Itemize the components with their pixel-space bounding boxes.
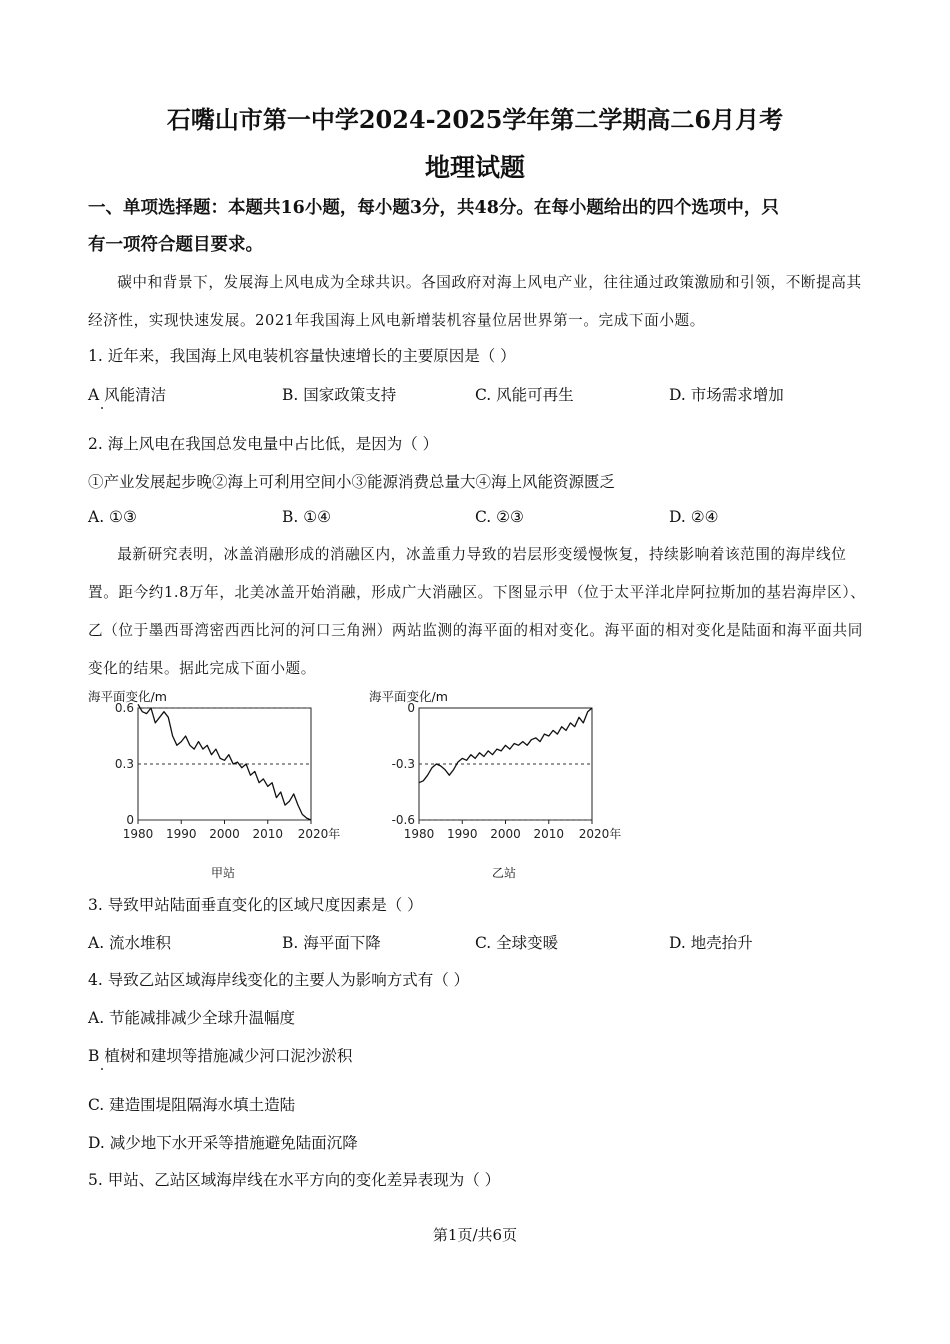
chart-yi-y-tick-label: -0.6 [391,813,415,827]
question-3-option-a: A. 流水堆积 [88,934,172,952]
chart-jia-series-line [138,704,311,820]
chart-yi-svg [369,700,639,860]
chart-yi [369,700,639,860]
question-4-option-d: D. 减少地下水开采等措施避免陆面沉降 [88,1134,358,1152]
chart-yi-x-tick-label: 2000 [490,827,521,841]
question-5-stem: 5. 甲站、乙站区域海岸线在水平方向的变化差异表现为（ ） [88,1171,501,1189]
dot-mark [101,407,103,409]
question-1-stem: 1. 近年来，我国海上风电装机容量快速增长的主要原因是（ ） [88,347,516,365]
chart-jia-y-tick-label: 0.3 [114,757,134,771]
chart-jia-svg [88,700,358,860]
chart-yi-x-tick-label: 2010 [533,827,565,841]
section-heading-line2: 有一项符合题目要求。 [88,235,263,255]
question-2-option-c: C. ②③ [475,508,524,526]
question-4-option-a: A. 节能减排减少全球升温幅度 [88,1009,296,1027]
chart-jia-y-tick-label: 0 [126,813,134,827]
question-3-option-b: B. 海平面下降 [282,934,381,952]
chart-jia-x-tick-label: 1990 [165,827,197,841]
question-2-option-d: D. ②④ [669,508,719,526]
passage-2: 最新研究表明，冰盖消融形成的消融区内，冰盖重力导致的岩层形变缓慢恢复，持续影响着该范围的海岸线位置。距今约1.8万年，北美冰盖开始消融，形成广大消融区。下图显示甲（位于太平洋北岸阿拉斯加的基岩海岸区）、乙（位于墨西哥湾密西西比河的河口三角洲）两站监测的海平面的相对变化。海平面的相对变化是陆面和海平面共同变化的结果。据此完成下面小题。 [88,546,866,677]
chart-jia-x-tick-label: 1980 [122,827,154,841]
question-1-option-b: B. 国家政策支持 [282,386,397,404]
chart-yi-x-tick-label: 2020年 [578,827,622,841]
section-heading-line1: 一、单项选择题：本题共16小题，每小题3分，共48分。在每小题给出的四个选项中，只 [88,198,779,218]
question-2-option-a: A. ①③ [88,508,137,526]
exam-title: 石嘴山市第一中学2024-2025学年第二学期高二6月月考 [166,105,784,134]
chart-jia-x-tick-label: 2000 [209,827,240,841]
question-4-option-b: B 植树和建坝等措施减少河口泥沙淤积 [88,1047,353,1065]
passage-1: 碳中和背景下，发展海上风电成为全球共识。各国政府对海上风电产业，往往通过政策激励和引领，不断提高其经济性，实现快速发展。2021年我国海上风电新增装机容量位居世界第一。完成下面小题。 [88,274,862,329]
section-heading [88,190,868,264]
chart-yi-x-tick-label: 1990 [446,827,478,841]
exam-subtitle: 地理试题 [424,153,525,182]
chart-yi-ylabel: 海平面变化/m [369,689,448,704]
chart-jia [88,700,358,860]
question-1-option-a: A 风能清洁 [88,386,167,404]
question-3-stem: 3. 导致甲站陆面垂直变化的区域尺度因素是（ ） [88,896,423,914]
question-3-option-d: D. 地壳抬升 [669,934,753,952]
question-4-stem: 4. 导致乙站区域海岸线变化的主要人为影响方式有（ ） [88,971,470,989]
chart-yi-x-tick-label: 1980 [403,827,435,841]
chart-yi-series-line [419,708,592,783]
question-2-stem: 2. 海上风电在我国总发电量中占比低，是因为（ ） [88,435,439,453]
chart-jia-y-tick-label: 0.6 [114,701,134,715]
question-1-option-d: D. 市场需求增加 [669,386,784,404]
chart-yi-caption: 乙站 [492,866,517,880]
chart-yi-y-tick-label: 0 [407,701,415,715]
chart-jia-ylabel: 海平面变化/m [88,689,167,704]
question-4-option-c: C. 建造围堤阻隔海水填土造陆 [88,1096,296,1114]
chart-yi-y-tick-label: -0.3 [391,757,415,771]
question-2-statements: ①产业发展起步晚②海上可利用空间小③能源消费总量大④海上风能资源匮乏 [88,473,616,491]
question-3-option-c: C. 全球变暖 [475,934,559,952]
page-footer: 第1页/共6页 [432,1226,518,1244]
chart-jia-x-tick-label: 2020年 [297,827,341,841]
dot-mark [101,1068,103,1070]
chart-jia-x-tick-label: 2010 [252,827,284,841]
question-1-option-c: C. 风能可再生 [475,386,574,404]
chart-jia-caption: 甲站 [211,866,236,880]
question-2-option-b: B. ①④ [282,508,332,526]
